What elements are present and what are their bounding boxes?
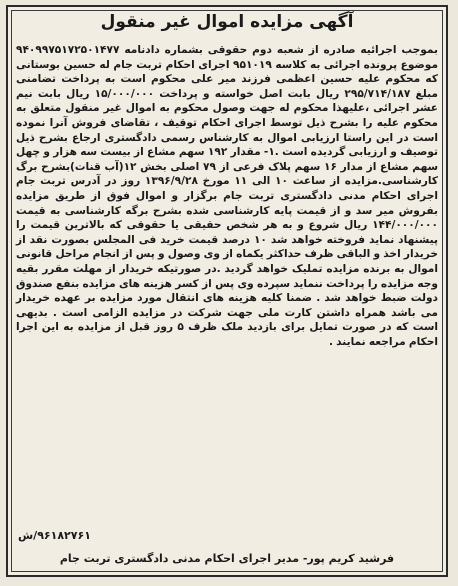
- notice-signature: فرشید کریم پور- مدیر اجرای احکام مدنی دادگستری تربت جام: [59, 552, 395, 565]
- legal-notice: [6, 5, 448, 577]
- notice-body: [16, 43, 438, 349]
- notice-code: ۹۶۱۸۲۷۶۱/ش: [18, 529, 91, 542]
- notice-title: آگهی مزایده اموال غیر منقول: [100, 12, 354, 32]
- notice-paragraph: بموجب اجرائیه صادره از شعبه دوم حقوقی بشماره دادنامه ۹۴۰۹۹۷۵۱۷۲۵۰۱۴۷۷ موضوع پرونده اجرائی به کلاسه ۹۵۱۰۱۹ اجرای احکام تربت جام له حسین بوستانی که محکوم علیه حسین اعظمی فرزند میر علی محکوم است به پرداخت تضامنی مبلغ ۲۹۵/۷۱۴/۱۸۷ ریال بابت اصل خواسته و پرداخت ۱۵/۰۰۰/۰۰۰ ریال بابت نیم عشر اجرائی ،علیهذا محکوم له جهت وصول محکوم به اموال غیر منقول متعلق به محکوم علیه را بشرح ذیل توسط اجرای احکام توقیف ، تقاضای فروش آنرا نموده است در این راستا ارزیابی اموال به کارشناس رسمی دادگستری ارجاع بشرح ذیل توصیف و ارزیابی گردیده است .۱- مقدار ۱۹۲ سهم مشاع از بیست سه هزار و چهل سهم مشاع از مدار ۱۶ سهم پلاک فرعی از ۷۹ اصلی بخش ۱۲(آب قنات)بشرح برگ کارشناسی.مزایده از ساعت ۱۰ الی ۱۱ مورخ ۱۳۹۶/۹/۲۸ روز در آدرس تربت جام اجرای احکام مدنی دادگستری تربت جام برگزار و اموال فوق از طریق مزایده بفروش میر سد و از قیمت پایه کارشناسی شده بشرح برگه کارشناسی به قیمت ۱۴۴/۰۰۰/۰۰۰ ریال شروع و به هر شخص حقیقی یا حقوقی که بالاترین قیمت را پیشنهاد نماید فروخته خواهد شد ۱۰ درصد قیمت خرید فی المجلس بصورت نقد از خریدار اخذ و الباقی ظرف حداکثر یکماه از وی وصول و پس از انجام مراحل قانونی اموال به برنده مزایده تملیک خواهد گردید .در صورتیکه خریدار از مهلت مقرر بقیه وجه مزایده را پرداخت ننماید سپرده وی پس از کسر هزینه های مزایده بنفع صندوق دولت ضبط خواهد شد . ضمنا کلیه هزینه های انتقال مورد مزایده بر عهده خریدار می باشد همراه داشتن کارت ملی جهت شرکت در مزایده الزامی است . بدیهی است که در صورت تمایل برای بازدید ملک ظرف ۵ روز قبل از مزایده به این اجرا احکام مراجعه نمایند .: [16, 44, 439, 348]
